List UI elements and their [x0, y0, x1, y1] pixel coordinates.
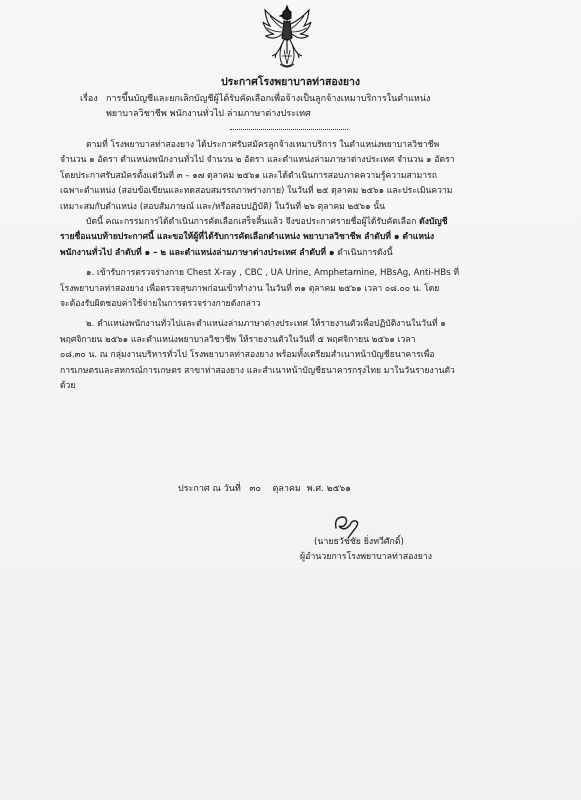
- paragraph-2-bold: ดังบัญชี: [419, 217, 448, 228]
- paragraph-2-line: [60, 246, 522, 261]
- paragraph-2-bold: พนักงานทั่วไป ลำดับที่ ๑ – ๒ และตำแหน่งล่ามภาษาต่างประเทศ ลำดับที่ ๑: [60, 247, 335, 258]
- signatory-title: ผู้อำนวยการโรงพยาบาลท่าสองยาง: [300, 552, 433, 562]
- paragraph-1-line: เฉพาะตำแหน่ง (สอบข้อเขียนและทดสอบสมรรถภาพร่างกาย) ในวันที่ ๒๕ ตุลาคม ๒๕๖๑ และประเมินความ: [60, 186, 453, 197]
- paragraph-2-intro: บัดนี้ คณะกรรมการได้ดำเนินการคัดเลือกเสร็จสิ้นแล้ว จึงขอประกาศรายชื่อผู้ได้รับคัดเลือก: [86, 217, 417, 228]
- paragraph-1-line: โดยประกาศรับสมัครตั้งแต่วันที่ ๓ – ๑๗ ตุลาคม ๒๕๖๑ และได้ดำเนินการสอบภาคความรู้ความสามารถ: [60, 170, 437, 181]
- paragraph-2-line: [60, 215, 522, 230]
- paragraph-1-line: ตามที่ โรงพยาบาลท่าสองยาง ได้ประกาศรับสมัครลูกจ้างเหมาบริการ ในตำแหน่งพยาบาลวิชาชีพ: [86, 140, 440, 150]
- item-1-line: โรงพยาบาลท่าสองยาง เพื่อตรวจสุขภาพก่อนเข้าทำงาน ในวันที่ ๓๑ ตุลาคม ๒๕๖๑ เวลา ๐๘.๐๐ น. โดย: [60, 283, 440, 294]
- announcement-date: ประกาศ ณ วันที่ ๓๐ ตุลาคม พ.ศ. ๒๕๖๑: [178, 484, 351, 494]
- paragraph-1-line: เหมาะสมกับตำแหน่ง (สอบสัมภาษณ์ และ/หรือสอบปฏิบัติ) ในวันที่ ๒๖ ตุลาคม ๒๕๖๑ นั้น: [60, 201, 386, 212]
- announcement-title: ประกาศโรงพยาบาลท่าสองยาง: [220, 76, 361, 88]
- paragraph-2-tail: ดำเนินการดังนี้: [337, 247, 393, 258]
- subject-line-2: พยาบาลวิชาชีพ พนักงานทั่วไป ล่ามภาษาต่างประเทศ: [106, 109, 311, 119]
- paragraph-2-line: รายชื่อแนบท้ายประกาศนี้ และขอให้ผู้ที่ได้รับการคัดเลือกตำแหน่ง พยาบาลวิชาชีพ ลำดับที่ ๑ ตำแหน่ง: [60, 232, 435, 243]
- paragraph-1-line: จำนวน ๑ อัตรา ตำแหน่งพนักงานทั่วไป จำนวน ๒ อัตรา และตำแหน่งล่ามภาษาต่างประเทศ จำนวน ๑ อัตรา: [60, 155, 455, 166]
- announcement-body: [60, 138, 522, 395]
- subject-text-1: การขึ้นบัญชีและยกเลิกบัญชีผู้ได้รับคัดเลือกเพื่อจ้างเป็นลูกจ้างเหมาบริการในตำแหน่ง: [106, 94, 431, 104]
- subject-block: [80, 92, 500, 122]
- item-1-line: ๑. เข้ารับการตรวจร่างกาย Chest X-ray , CBC , UA Urine, Amphetamine, HBsAg, Anti-HBs ที่: [86, 268, 460, 279]
- item-2-line: ๒. ตำแหน่งพนักงานทั่วไปและตำแหน่งล่ามภาษาต่างประเทศ ให้รายงานตัวเพื่อปฏิบัติงานในวันที่ ๑: [86, 319, 446, 330]
- item-2-line: พฤศจิกายน ๒๕๖๑ และตำแหน่งพยาบาลวิชาชีพ ให้รายงานตัวในวันที่ ๕ พฤศจิกายน ๒๕๖๑ เวลา: [60, 334, 416, 345]
- subject-line-1: [80, 92, 500, 107]
- item-2-line: การเกษตรและสหกรณ์การเกษตร สาขาท่าสองยาง และสำเนาหน้าบัญชีธนาคารกรุงไทย มาในวันรายงานตัว: [60, 365, 455, 376]
- garuda-emblem-icon: [262, 4, 312, 70]
- item-2-line: ๐๘.๓๐ น. ณ กลุ่มงานบริหารทั่วไป โรงพยาบาลท่าสองยาง พร้อมทั้งเตรียมสำเนาหน้าบัญชีธนาคารเพื่อ: [60, 350, 435, 361]
- dotted-separator: [230, 129, 348, 130]
- item-1-line: จะต้องรับผิดชอบค่าใช้จ่ายในการตรวจร่างกายดังกล่าว: [60, 299, 261, 310]
- subject-label: เรื่อง: [80, 94, 98, 104]
- signatory-name: (นายธวัชชัย ยิ่งทวีศักดิ์): [314, 537, 404, 547]
- item-2-line: ด้วย: [60, 381, 76, 392]
